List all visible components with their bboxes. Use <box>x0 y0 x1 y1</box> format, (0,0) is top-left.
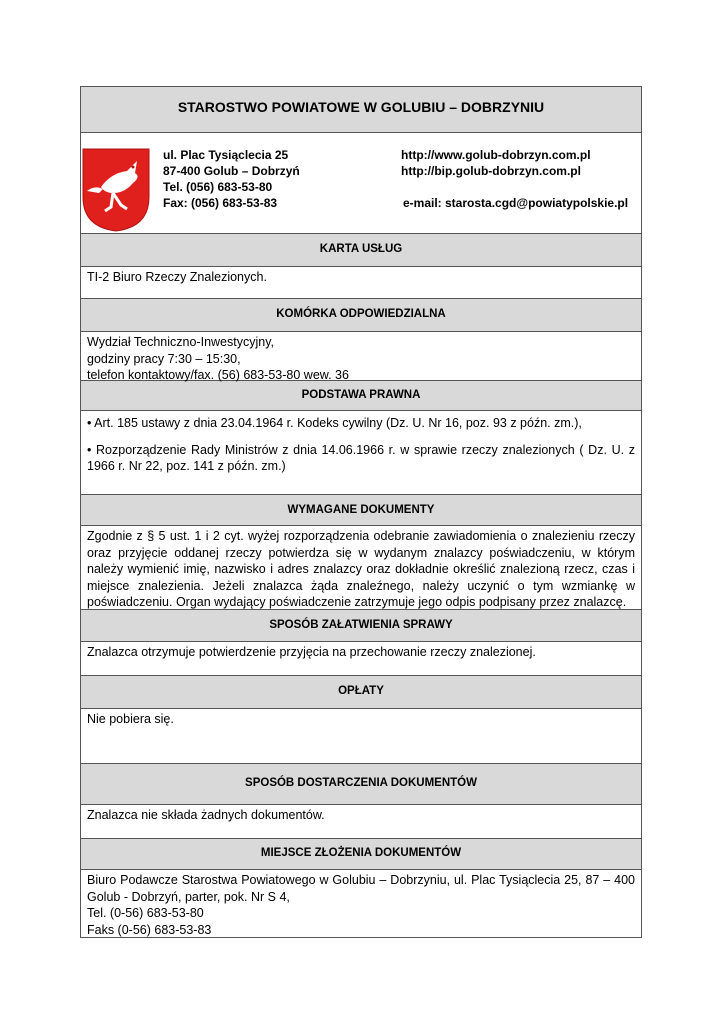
phone-line: Tel. (056) 683-53-80 <box>163 180 273 194</box>
office-websites <box>401 147 591 179</box>
coat-of-arms-icon <box>81 147 151 233</box>
website-link[interactable]: http://www.golub-dobrzyn.com.pl <box>401 148 591 162</box>
legal-basis-item: • Art. 185 ustawy z dnia 23.04.1964 r. Kodeks cywilny (Dz. U. Nr 16, poz. 93 z późn. zm.), <box>87 416 582 430</box>
section-heading-oplaty: OPŁATY <box>80 675 642 708</box>
section-body-podstawa <box>80 410 642 494</box>
section-body-oplaty: Nie pobiera się. <box>80 708 642 763</box>
section-body-karta: TI-2 Biuro Rzeczy Znalezionych. <box>80 266 642 298</box>
section-heading-podstawa: PODSTAWA PRAWNA <box>80 380 642 410</box>
bip-link[interactable]: http://bip.golub-dobrzyn.com.pl <box>401 164 581 178</box>
section-heading-komorka: KOMÓRKA ODPOWIEDZIALNA <box>80 298 642 331</box>
office-address <box>163 147 300 211</box>
text-line: Wydział Techniczno-Inwestycyjny, <box>87 335 274 349</box>
text-line: godziny pracy 7:30 – 15:30, <box>87 351 241 366</box>
fax-line: Faks (0-56) 683-53-83 <box>87 922 212 937</box>
section-body-komorka <box>80 331 642 380</box>
section-heading-karta: KARTA USŁUG <box>80 233 642 266</box>
service-card <box>80 86 642 938</box>
section-heading-sposob: SPOSÓB ZAŁATWIENIA SPRAWY <box>80 609 642 641</box>
office-title: STAROSTWO POWIATOWE W GOLUBIU – DOBRZYNIU <box>80 86 642 132</box>
section-heading-miejsce: MIEJSCE ZŁOŻENIA DOKUMENTÓW <box>80 838 642 869</box>
office-email[interactable]: e-mail: starosta.cgd@powiatypolskie.pl <box>403 196 629 210</box>
section-body-miejsce <box>80 869 642 938</box>
office-header <box>80 132 642 233</box>
section-body-dostarczenie: Znalazca nie składa żadnych dokumentów. <box>80 804 642 838</box>
section-body-sposob: Znalazca otrzymuje potwierdzenie przyjęcia na przechowanie rzeczy znalezionej. <box>80 641 642 675</box>
legal-basis-item: • Rozporządzenie Rady Ministrów z dnia 14.06.1966 r. w sprawie rzeczy znalezionych ( Dz. U. z 1966 r. Nr 22, poz. 141 z późn. zm.) <box>87 442 635 473</box>
fax-line: Fax: (056) 683-53-83 <box>163 196 278 210</box>
text-line: telefon kontaktowy/fax. (56) 683-53-80 wew. 36 <box>87 368 349 382</box>
phone-line: Tel. (0-56) 683-53-80 <box>87 906 204 920</box>
address-line: ul. Plac Tysiąclecia 25 <box>163 148 289 162</box>
address-line: 87-400 Golub – Dobrzyń <box>163 164 300 178</box>
section-heading-dostarczenie: SPOSÓB DOSTARCZENIA DOKUMENTÓW <box>80 763 642 804</box>
text-line: Biuro Podawcze Starostwa Powiatowego w Golubiu – Dobrzyniu, ul. Plac Tysiąclecia 25, 87 – 400 Golub - Dobrzyń, parter, pok. Nr S 4, <box>87 873 635 904</box>
section-heading-dokumenty: WYMAGANE DOKUMENTY <box>80 494 642 525</box>
section-body-dokumenty: Zgodnie z § 5 ust. 1 i 2 cyt. wyżej rozporządzenia odebranie zawiadomienia o znalezieniu rzeczy oraz przyjęcie oddanej rzeczy potwierdza się w wydanym znalazcy poświadczeniu, w którym należy wymienić imię, nazwisko i adres znalazcy oraz dokładnie określić znalezioną rzecz, czas i miejsce znalezienia. Jeżeli znalazca żąda znaleźnego, należy uczynić o tym wzmiankę w poświadczeniu. Organ wydający poświadczenie zatrzymuje jego odpis podpisany przez znalazcę. <box>80 525 642 609</box>
